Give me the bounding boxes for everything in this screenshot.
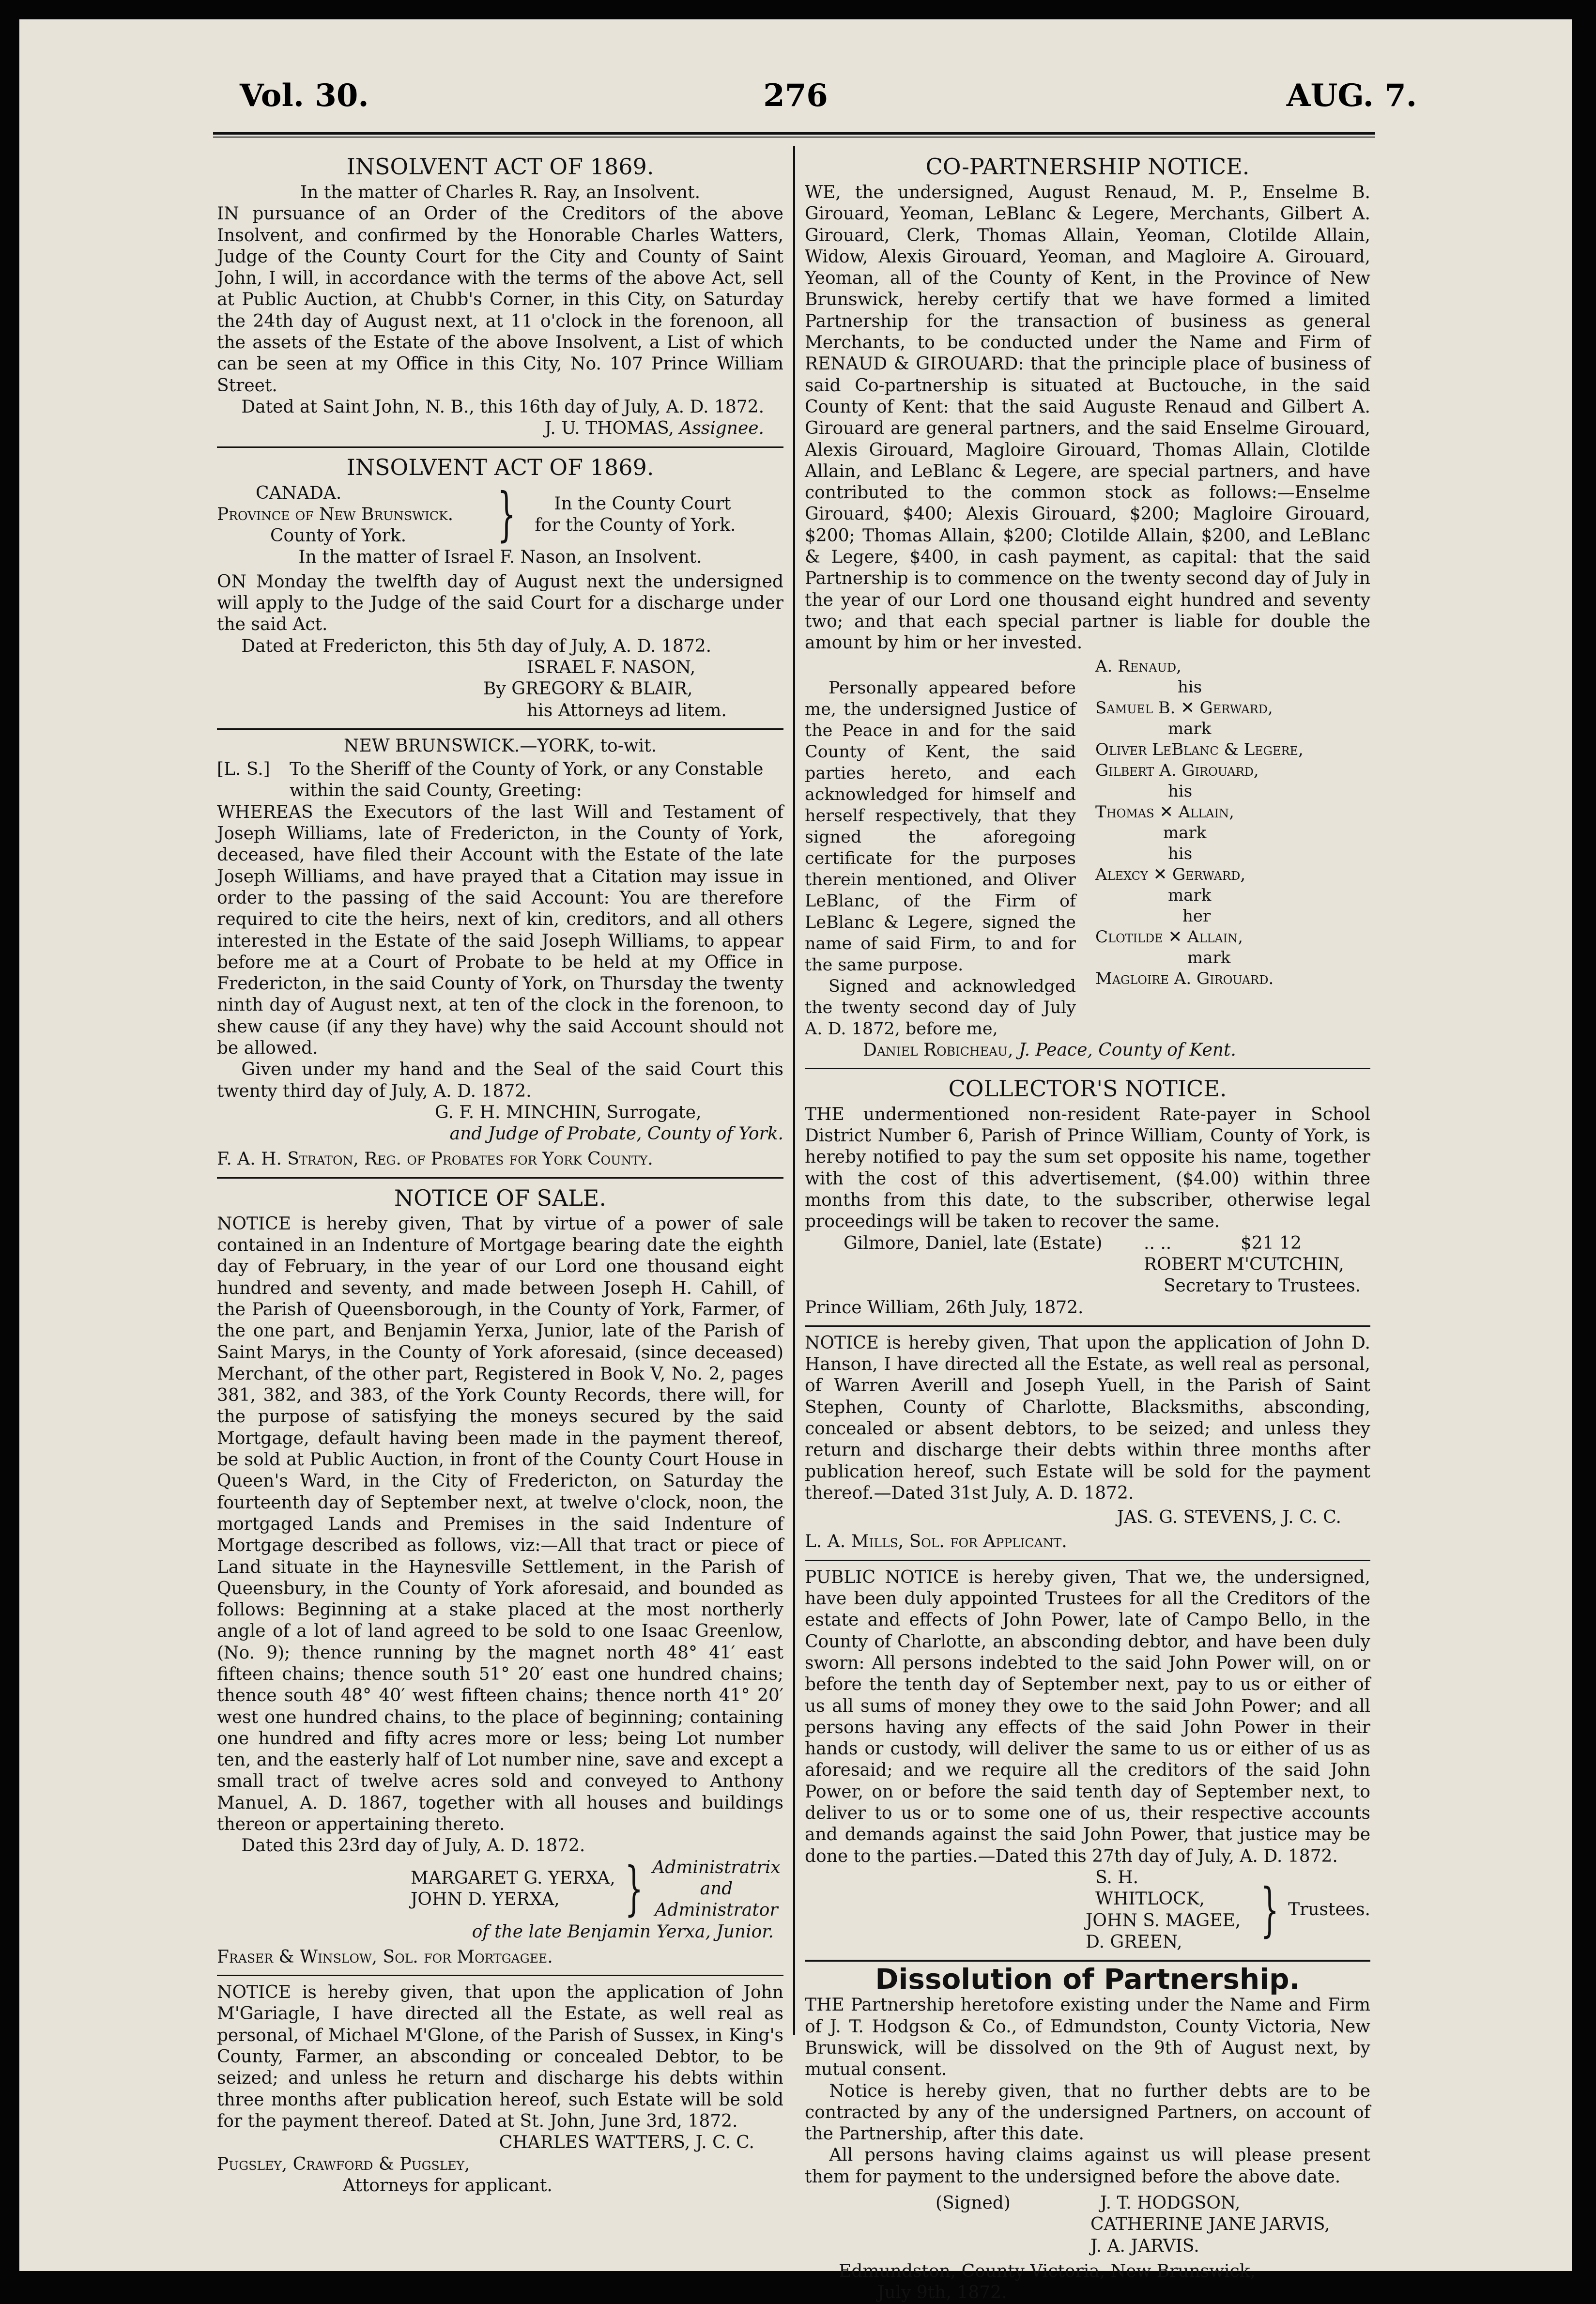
collector-place: Prince William, 26th July, 1872. xyxy=(805,1297,1084,1318)
seal-label: [L. S.] xyxy=(217,759,270,780)
citation-title: NEW BRUNSWICK.—YORK, to-wit. xyxy=(343,736,657,756)
signer-1: J. T. HODGSON, xyxy=(1100,2193,1241,2213)
nason-matter: In the matter of Israel F. Nason, an Insolvent. xyxy=(298,547,702,568)
notice-of-sale-title: NOTICE OF SALE. xyxy=(394,1184,606,1211)
divider xyxy=(217,446,783,448)
assignee-name: J. U. THOMAS, xyxy=(544,418,674,439)
issue-date: AUG. 7. xyxy=(1286,77,1417,114)
insolvent-matter: In the matter of Charles R. Ray, an Insolvent. xyxy=(300,183,701,202)
dissolution-body-1: THE Partnership heretofore existing under the Name and Firm of J. T. Hodgson & Co., of Edmundston, County Victoria, New Brunswick, will be dissolved on the 9th of August next, by mutual consent. xyxy=(805,1995,1370,2080)
sig-renaud: A. Renaud, xyxy=(1095,656,1182,676)
page-number: 276 xyxy=(763,77,828,114)
collectors-notice-title: COLLECTOR'S NOTICE. xyxy=(948,1075,1227,1102)
nason-sig-2: By GREGORY & BLAIR, xyxy=(483,679,693,699)
left-column xyxy=(217,150,783,2196)
nason-sig-3: his Attorneys ad litem. xyxy=(527,700,727,721)
collector-body: THE undermentioned non-resident Rate-payer in School District Number 6, Parish of Prince William, County of York, is hereby notified to pay the sum set opposite his name, together with the cost of this advertisement, ($4.00) within three months from this date, to the subscriber, otherwise legal proceedings will be taken to recover the same. xyxy=(805,1104,1370,1232)
affidavit-appeared: Personally appeared before me, the undersigned Justice of the Peace in and for the said County of Kent, the said parties hereto, and each acknowledged for himself and herself respectively, that they signed the aforegoing certificate for the purposes therein mentioned, and Oliver LeBlanc, of the Firm of LeBlanc & Legere, signed the name of said Firm, to and for the same purpose. xyxy=(805,678,1076,975)
signed-label: (Signed) xyxy=(936,2193,1011,2213)
nason-body: ON Monday the twelfth day of August next the undersigned will apply to the Judge of the said Court for a discharge under the said Act. xyxy=(217,571,783,635)
sig-clotilde: Clotilde ✕ Allain, xyxy=(1095,927,1243,947)
sig-samuel: Samuel B. ✕ Gerward, xyxy=(1095,698,1273,718)
brace-icon: } xyxy=(624,1855,644,1923)
insolvent-act-title: INSOLVENT ACT OF 1869. xyxy=(346,154,654,180)
divider xyxy=(805,1560,1370,1561)
ratepayer-dots: .. .. xyxy=(1144,1233,1172,1253)
sig-thomas: Thomas ✕ Allain, xyxy=(1095,802,1234,822)
ratepayer-amount: $21 12 xyxy=(1241,1233,1302,1253)
sale-solicitor: Fraser & Winslow, Sol. for Mortgagee. xyxy=(217,1947,553,1967)
trustee-3: D. GREEN, xyxy=(1086,1932,1182,1952)
sig-magloire: Magloire A. Girouard. xyxy=(1095,968,1274,988)
brace-icon: } xyxy=(1260,1876,1279,1944)
mglone-body: NOTICE is hereby given, that upon the application of John M'Gariagle, I have directed all the Estate, as well real as personal, of Michael M'Glone, of the Parish of Sussex, in King's County, Farmer, an absconding or concealed Debtor, to be seized; and unless he return and discharge his debts within three months after publication hereof, such Estate will be sold for the payment thereof. Dated at St. John, June 3rd, 1872. xyxy=(217,1982,783,2131)
column-divider xyxy=(793,146,795,2035)
insolvent-signature xyxy=(217,418,783,439)
dissolution-signatures xyxy=(805,2193,1370,2257)
trustee-signatures xyxy=(805,1867,1370,1953)
signer-2: CATHERINE JANE JARVIS, xyxy=(1090,2214,1330,2235)
court-caption xyxy=(217,483,783,547)
divider xyxy=(217,1975,783,1976)
sale-role-3: Administrator xyxy=(655,1900,778,1920)
sale-name-1: MARGARET G. YERXA, xyxy=(411,1868,615,1888)
citation-to: To the Sheriff of the County of York, or any Constable within the said County, Greeting: xyxy=(290,759,764,801)
stevens-signature: JAS. G. STEVENS, J. C. C. xyxy=(1117,1507,1341,1528)
dissolution-place: Edmundston, County Victoria, New Brunswick, xyxy=(839,2261,1256,2281)
affidavit-block xyxy=(805,656,1370,1040)
sig-oliver: Oliver LeBlanc & Legere, xyxy=(1095,739,1304,759)
volume-label: Vol. 30. xyxy=(240,77,369,114)
province-label: Province of New Brunswick. xyxy=(217,504,454,524)
sale-signatories xyxy=(217,1857,783,1921)
trustee-1: S. H. WHITLOCK, xyxy=(1095,1867,1205,1909)
nason-dated: Dated at Fredericton, this 5th day of July, A. D. 1872. xyxy=(241,636,712,656)
divider xyxy=(805,1068,1370,1069)
citation-address xyxy=(217,759,783,802)
sale-name-2: JOHN D. YERXA, xyxy=(411,1889,560,1910)
citation-body: WHEREAS the Executors of the last Will and Testament of Joseph Williams, late of Fredericton, in the County of York, deceased, have filed their Account with the Estate of the late Joseph Williams, and have prayed that a Citation may issue in order to the passing of the said Account: You are therefore required to cite the heirs, next of kin, creditors, and all others interested in the Estate of the said Joseph Williams, to appear before me at a Court of Probate to be held at my Office in Fredericton, in the said County of York, on Thursday the twenty ninth day of August next, at ten of the clock in the forenoon, to shew cause (if any they have) why the said Account should not be allowed. xyxy=(217,802,783,1058)
his-label: his xyxy=(1168,844,1193,863)
page-header xyxy=(19,77,1572,121)
registrar-line: F. A. H. Straton, Reg. of Probates for York County. xyxy=(217,1149,653,1169)
sale-dated: Dated this 23rd day of July, A. D. 1872. xyxy=(241,1836,585,1856)
sale-body: NOTICE is hereby given, That by virtue of a power of sale contained in an Indenture of Mortgage bearing date the eighth day of February, in the year of our Lord one thousand eight hundred and seventy, and made between Joseph H. Cahill, of the Parish of Queensborough, in the County of York, Farmer, of the one part, and Benjamin Yerxa, Junior, late of the Parish of Saint Marys, in the County of York aforesaid, (since deceased) Merchant, of the other part, Registered in Book V, No. 2, pages 381, 382, and 383, of the York County Records, there will, for the purpose of satisfying the moneys secured by the said Mortgage, default having been made in the payment thereof, be sold at Public Auction, in front of the County Court House in Queen's Ward, in the City of Fredericton, on Saturday the fourteenth day of September next, at twelve o'clock, noon, the mortgaged Lands and Premises in the said Indenture of Mortgage described as follows, viz:—All that tract or piece of Land situate in the Haynesville Settlement, in the Parish of Queensbury, in the County of York aforesaid, and bounded as follows: Beginning at a stake placed at the most northerly angle of a lot of land agreed to be sold to one Isaac Greenlow, (No. 9); thence running by the magnet north 48° 41′ east fifteen chains; thence south 51° 20′ east one hundred chains; thence south 48° 40′ west fifteen chains; thence north 41° 20′ west one hundred chains, to the place of beginning; containing one hundred and fifty acres more or less; being Lot number ten, and the easterly half of Lot number nine, save and except a small tract of twelve acres sold and conveyed to Anthony Manuel, A. D. 1867, together with all houses and buildings thereon or appertaining thereto. xyxy=(217,1213,783,1835)
trustee-names xyxy=(1086,1867,1251,1953)
copartnership-body: WE, the undersigned, August Renaud, M. P., Enselme B. Girouard, Yeoman, LeBlanc & Legere, Merchants, Gilbert A. Girouard, Clerk, Thomas Allain, Yeoman, Clotilde Allain, Widow, Alexis Girouard, Yeoman, and Magloire A. Girouard, Yeoman, all of the County of Kent, in the Province of New Brunswick, hereby certify that we have formed a limited Partnership for the transaction of business as general Merchants, to be conducted under the Name and Firm of RENAUD & GIROUARD: that the principle place of business of said Co-partnership is situated at Buctouche, in the said County of Kent: that the said Auguste Renaud and Gilbert A. Girouard are general partners, and the said Enselme Girouard, Alexis Girouard, Magloire Girouard, Thomas Allain, Clotilde Allain, and LeBlanc & Legere, are special partners, and have contributed to the common stock as follows:—Enselme Girouard, $400; Alexis Girouard, $200; Magloire Girouard, $200; Thomas Allain, $200; Clotilde Allain, $200, and LeBlanc & Legere, $400, in cash payment, as capital: that the said Partnership is to commence on the twenty second day of July in the year of our Lord one thousand eight hundred and seventy two; and that each special partner is liable for double the amount by him or her invested. xyxy=(805,183,1370,653)
signer-3: J. A. JARVIS. xyxy=(1090,2236,1199,2256)
insolvent-act-title-2: INSOLVENT ACT OF 1869. xyxy=(346,454,654,480)
dissolution-body-2: Notice is hereby given, that no further debts are to be contracted by any of the undersigned Partners, on account of the Partnership, after this date. xyxy=(805,2081,1370,2144)
citation-given: Given under my hand and the Seal of the said Court this twenty third day of July, A. D. 1872. xyxy=(217,1060,783,1101)
pugsley-role: Attorneys for applicant. xyxy=(343,2175,552,2196)
mark-label: mark xyxy=(1187,948,1231,968)
justice-signature xyxy=(805,1040,1370,1061)
header-rule-bottom xyxy=(213,137,1375,138)
copartnership-title: CO-PARTNERSHIP NOTICE. xyxy=(925,154,1250,180)
sale-role-1: Administratrix xyxy=(652,1857,781,1877)
surrogate-sig-1: G. F. H. MINCHIN, Surrogate, xyxy=(435,1102,702,1122)
divider xyxy=(217,1177,783,1179)
sale-late: of the late Benjamin Yerxa, Junior. xyxy=(472,1921,774,1942)
ratepayer-entry xyxy=(805,1233,1370,1254)
court-line-2: for the County of York. xyxy=(535,515,736,535)
province-block xyxy=(217,483,488,547)
insolvent-body: IN pursuance of an Order of the Creditors of the above Insolvent, and confirmed by the Honorable Charles Watters, Judge of the County Court for the City and County of Saint John, I will, in accordance with the terms of the above Act, sell at Public Auction, at Chubb's Corner, in this City, on Saturday the 24th day of August next, at 11 o'clock in the forenoon, all the assets of the Estate of the above Insolvent, a List of which can be seen at my Office in this City, No. 107 Prince William Street. xyxy=(217,204,783,396)
court-line-1: In the County Court xyxy=(554,493,731,514)
dissolution-title: Dissolution of Partnership. xyxy=(875,1963,1300,1996)
affidavit-signed: Signed and acknowledged the twenty second day of July A. D. 1872, before me, xyxy=(805,976,1076,1039)
partner-signatures xyxy=(1076,656,1370,1040)
assignee-role: Assignee. xyxy=(679,418,764,439)
pugsley-firm: Pugsley, Crawford & Pugsley, xyxy=(217,2154,470,2174)
collector-sig-2: Secretary to Trustees. xyxy=(1163,1276,1361,1296)
divider xyxy=(805,1960,1370,1962)
trustees-label: Trustees. xyxy=(1288,1900,1370,1920)
surrogate-sig-2: and Judge of Probate, County of York. xyxy=(449,1124,783,1144)
divider xyxy=(805,1325,1370,1327)
court-block xyxy=(525,493,736,537)
his-label: his xyxy=(1178,677,1202,697)
insolvent-dated: Dated at Saint John, N. B., this 16th day of July, A. D. 1872. xyxy=(241,397,765,417)
mark-label: mark xyxy=(1168,885,1212,905)
collector-sig-1: ROBERT M'CUTCHIN, xyxy=(1144,1254,1344,1275)
mills-solicitor: L. A. Mills, Sol. for Applicant. xyxy=(805,1532,1067,1552)
right-column xyxy=(805,150,1370,2304)
justice-name: Daniel Robicheau, xyxy=(863,1040,1013,1060)
canada-label: CANADA. xyxy=(256,483,342,503)
his-label: his xyxy=(1168,781,1193,801)
dissolution-names xyxy=(1090,2193,1330,2257)
county-label: County of York. xyxy=(270,526,407,546)
watters-signature: CHARLES WATTERS, J. C. C. xyxy=(499,2133,754,2153)
mark-label: mark xyxy=(1163,823,1207,843)
affidavit-text xyxy=(805,656,1076,1040)
power-body: PUBLIC NOTICE is hereby given, That we, the undersigned, have been duly appointed Trustees for all the Creditors of the estate and effects of John Power, late of Campo Bello, in the County of Charlotte, an absconding debtor, and have been duly sworn: All persons indebted to the said John Power will, on or before the tenth day of September next, pay to us or either of us all sums of money they owe to the said John Power; and all persons having any effects of the said John Power in their hands or custody, will deliver the same to us or either of us as aforesaid; and we require all the creditors of the said John Power, on or before the said tenth day of September next, to deliver to us or to some one of us, their respective accounts and demands against the said John Power, that justice may be done to the parties.—Dated this 27th day of July, A. D. 1872. xyxy=(805,1567,1370,1866)
nason-sig-1: ISRAEL F. NASON, xyxy=(527,657,696,677)
header-rule-top xyxy=(213,132,1375,135)
sig-gilbert: Gilbert A. Girouard, xyxy=(1095,760,1259,780)
sig-alexcy: Alexcy ✕ Gerward, xyxy=(1095,864,1246,884)
divider xyxy=(217,728,783,730)
dissolution-body-3: All persons having claims against us will please present them for payment to the undersigned before the above date. xyxy=(805,2145,1370,2187)
ratepayer-name: Gilmore, Daniel, late (Estate) xyxy=(844,1233,1103,1253)
brace-icon: } xyxy=(497,481,516,548)
mark-label: mark xyxy=(1168,719,1212,738)
trustee-2: JOHN S. MAGEE, xyxy=(1086,1910,1241,1931)
sale-role-2: and xyxy=(700,1878,733,1899)
dissolution-date: July 9th, 1872. xyxy=(877,2283,1007,2303)
her-label: her xyxy=(1182,906,1211,926)
sale-names xyxy=(411,1868,615,1911)
gazette-page xyxy=(19,19,1572,2303)
justice-role: J. Peace, County of Kent. xyxy=(1019,1040,1236,1060)
averill-body: NOTICE is hereby given, That upon the application of John D. Hanson, I have directed all the Estate, as well real as personal, of Warren Averill and Joseph Yuell, in the Parish of Saint Stephen, County of Charlotte, Blacksmiths, absconding, concealed or absent debtors, to be seized; and unless they return and discharge their debts within three months after publication hereof, such Estate will be sold for the payment thereof.—Dated 31st July, A. D. 1872. xyxy=(805,1333,1370,1503)
sale-roles xyxy=(652,1857,781,1921)
